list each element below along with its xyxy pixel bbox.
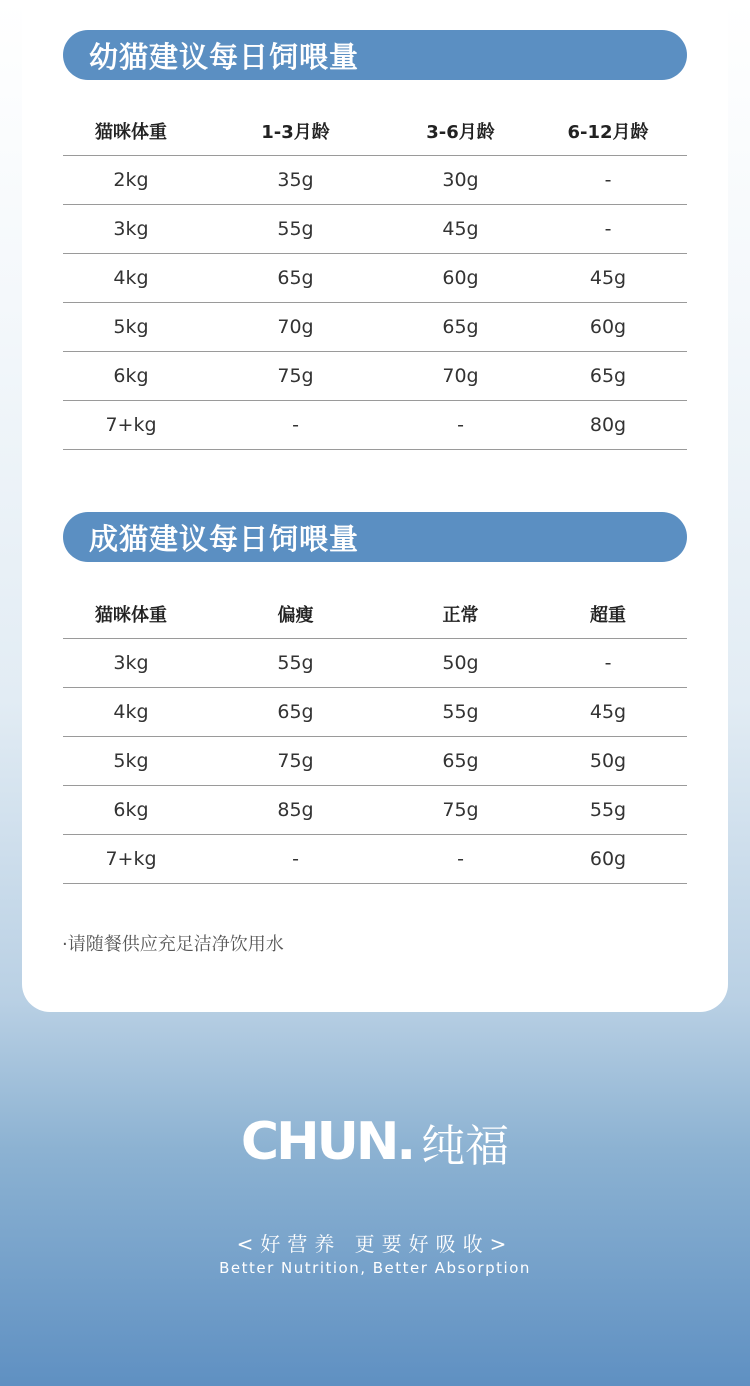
cell-weight: 4kg	[63, 254, 199, 303]
brand-logo	[0, 1110, 750, 1174]
cell-weight: 5kg	[63, 303, 199, 352]
table-row	[63, 303, 687, 352]
cell-weight: 6kg	[63, 786, 199, 835]
cell-value: 55g	[529, 786, 687, 835]
cell-value: 45g	[529, 254, 687, 303]
cell-value: 65g	[199, 254, 392, 303]
cell-value: 75g	[392, 786, 529, 835]
header-age-1-3: 1-3月龄	[199, 106, 392, 156]
header-underweight: 偏瘦	[199, 589, 392, 639]
table-row	[63, 639, 687, 688]
cell-value: 65g	[199, 688, 392, 737]
slogan-chinese: <好营养 更要好吸收>	[236, 1232, 514, 1256]
adult-section-title: 成猫建议每日饲喂量	[63, 512, 687, 562]
cell-value: 50g	[392, 639, 529, 688]
kitten-feeding-table	[63, 106, 687, 450]
table-row	[63, 688, 687, 737]
cell-value: -	[392, 835, 529, 884]
cell-value: 65g	[392, 737, 529, 786]
cell-weight: 6kg	[63, 352, 199, 401]
cell-value: -	[392, 401, 529, 450]
cell-weight: 5kg	[63, 737, 199, 786]
cell-value: 55g	[199, 205, 392, 254]
table-row	[63, 401, 687, 450]
kitten-section-title: 幼猫建议每日饲喂量	[63, 30, 687, 80]
adult-feeding-table	[63, 589, 687, 884]
cell-value: 65g	[392, 303, 529, 352]
cell-value: 45g	[392, 205, 529, 254]
cell-value: 80g	[529, 401, 687, 450]
cell-value: 75g	[199, 737, 392, 786]
cell-value: 75g	[199, 352, 392, 401]
slogan-english: Better Nutrition, Better Absorption	[219, 1259, 531, 1277]
cell-value: -	[199, 401, 392, 450]
logo-mark: CHUN.	[240, 1112, 414, 1172]
cell-value: -	[529, 156, 687, 205]
table-row	[63, 205, 687, 254]
cell-weight: 7+kg	[63, 835, 199, 884]
table-row	[63, 835, 687, 884]
cell-value: 60g	[529, 303, 687, 352]
water-note: ·请随餐供应充足洁净饮用水	[62, 934, 284, 955]
cell-weight: 3kg	[63, 205, 199, 254]
cell-value: 50g	[529, 737, 687, 786]
table-header-row	[63, 106, 687, 156]
cell-value: 65g	[529, 352, 687, 401]
table-row	[63, 786, 687, 835]
table-row	[63, 352, 687, 401]
header-weight: 猫咪体重	[63, 106, 199, 156]
cell-value: -	[199, 835, 392, 884]
cell-weight: 7+kg	[63, 401, 199, 450]
table-row	[63, 156, 687, 205]
cell-value: 70g	[392, 352, 529, 401]
logo-chinese: 纯福	[421, 1121, 510, 1172]
cell-value: -	[529, 639, 687, 688]
table-header-row	[63, 589, 687, 639]
cell-value: 85g	[199, 786, 392, 835]
table-row	[63, 254, 687, 303]
cell-value: 35g	[199, 156, 392, 205]
cell-value: -	[529, 205, 687, 254]
header-overweight: 超重	[529, 589, 687, 639]
cell-value: 30g	[392, 156, 529, 205]
header-age-6-12: 6-12月龄	[529, 106, 687, 156]
cell-weight: 2kg	[63, 156, 199, 205]
table-row	[63, 737, 687, 786]
cell-value: 70g	[199, 303, 392, 352]
header-weight: 猫咪体重	[63, 589, 199, 639]
cell-weight: 3kg	[63, 639, 199, 688]
cell-value: 55g	[199, 639, 392, 688]
cell-value: 60g	[392, 254, 529, 303]
header-age-3-6: 3-6月龄	[392, 106, 529, 156]
cell-value: 45g	[529, 688, 687, 737]
cell-weight: 4kg	[63, 688, 199, 737]
header-normal: 正常	[392, 589, 529, 639]
cell-value: 60g	[529, 835, 687, 884]
cell-value: 55g	[392, 688, 529, 737]
